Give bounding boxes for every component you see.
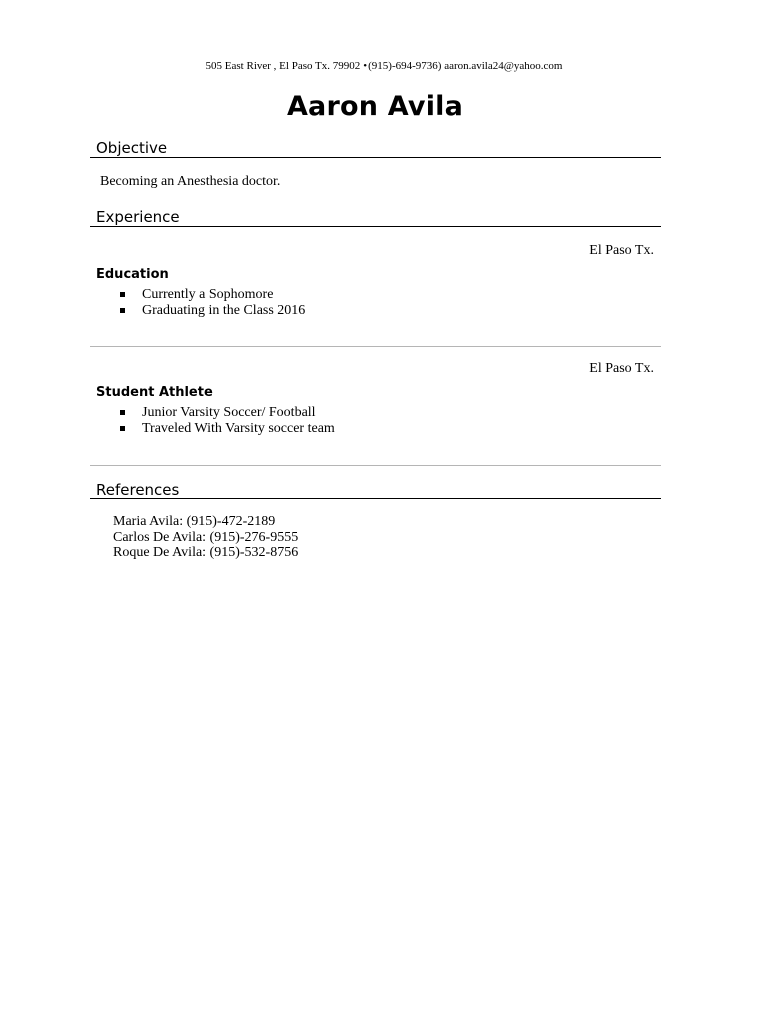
entry-divider bbox=[90, 465, 661, 466]
references-heading: References bbox=[96, 481, 180, 499]
objective-rule bbox=[90, 157, 661, 158]
bullet-text: Junior Varsity Soccer/ Football bbox=[142, 405, 316, 420]
experience-location-1: El Paso Tx. bbox=[589, 243, 654, 258]
experience-rule bbox=[90, 226, 661, 227]
references-rule bbox=[90, 498, 661, 499]
resume-name: Aaron Avila bbox=[286, 91, 464, 122]
objective-heading: Objective bbox=[96, 139, 168, 157]
bullet-text: Currently a Sophomore bbox=[142, 287, 274, 302]
objective-text: Becoming an Anesthesia doctor. bbox=[100, 174, 281, 189]
contact-separator: • bbox=[363, 60, 368, 72]
entry-divider bbox=[90, 346, 661, 347]
square-bullet-icon bbox=[120, 410, 125, 415]
reference-item: Maria Avila: (915)-472-2189 bbox=[113, 514, 276, 529]
reference-item: Carlos De Avila: (915)-276-9555 bbox=[113, 529, 299, 545]
contact-line bbox=[0, 59, 768, 73]
experience-title-education: Education bbox=[96, 267, 169, 282]
experience-title-student-athlete: Student Athlete bbox=[96, 385, 213, 400]
contact-phone-email: (915)-694-9736) aaron.avila24@yahoo.com bbox=[368, 60, 563, 72]
square-bullet-icon bbox=[120, 426, 125, 431]
square-bullet-icon bbox=[120, 292, 125, 297]
reference-item: Roque De Avila: (915)-532-8756 bbox=[113, 545, 299, 560]
experience-location-2: El Paso Tx. bbox=[589, 361, 654, 376]
square-bullet-icon bbox=[120, 308, 125, 313]
references-list bbox=[113, 514, 298, 561]
contact-address: 505 East River , El Paso Tx. 79902 bbox=[205, 60, 361, 72]
bullet-text: Graduating in the Class 2016 bbox=[142, 303, 306, 318]
experience-heading: Experience bbox=[96, 208, 180, 226]
bullet-text: Traveled With Varsity soccer team bbox=[142, 421, 335, 436]
